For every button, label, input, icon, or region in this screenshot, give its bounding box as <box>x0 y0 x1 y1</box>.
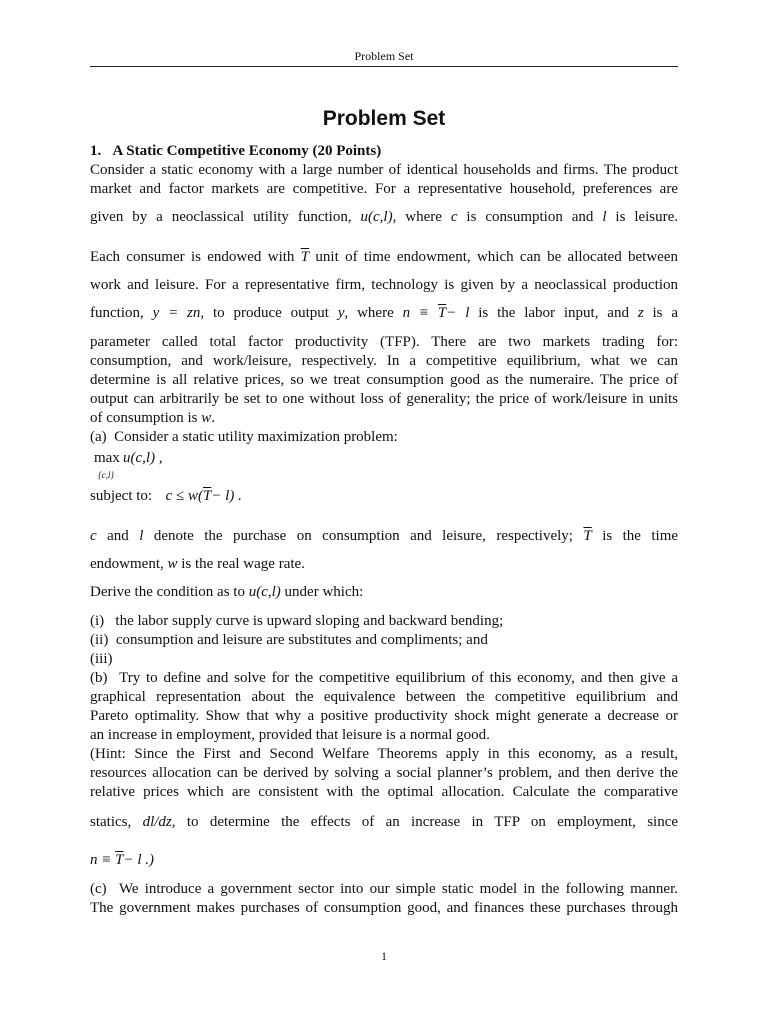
text: , to produce output <box>200 305 329 321</box>
utility-function-math: u(c,l) <box>360 209 393 225</box>
text: denote the purchase on consumption and leisure, respectively; <box>153 528 573 544</box>
list-item-iii: (iii) <box>90 651 113 667</box>
running-header: Problem Set <box>354 49 414 63</box>
endowment-line-1 <box>90 243 678 271</box>
param-line-1: parameter called total factor productivity (TFP). There are two markets trading for: <box>90 334 678 350</box>
endowment-wage-line <box>90 550 678 578</box>
part-c-line-1: (c) We introduce a government sector into our simple static model in the following manner. <box>90 881 678 897</box>
page-number: 1 <box>381 949 387 963</box>
c-symbol: c <box>450 209 458 225</box>
param-line-5 <box>90 409 678 428</box>
hint-line-1: (Hint: Since the First and Second Welfare Theorems apply in this economy, as a result, <box>90 746 678 762</box>
n-equiv: n ≡ <box>90 852 112 868</box>
text: is the time <box>602 528 679 544</box>
text: , where <box>392 209 442 225</box>
text: is leisure. <box>615 209 679 225</box>
part-b-line-3: Pareto optimality. Show that why a positive productivity shock might generate a decrease or <box>90 708 678 724</box>
since-line <box>90 846 678 874</box>
l-symbol: l <box>602 209 607 225</box>
text: is the labor input, and <box>478 305 629 321</box>
text: unit of time endowment, which can be allocated between <box>315 249 678 265</box>
param-line-3: determine is all relative prices, so we treat consumption good as the numeraire. The price of <box>90 372 678 388</box>
production-math: y = zn <box>152 305 201 321</box>
part-b-line-2: graphical representation about the equivalence between the competitive equilibrium and <box>90 689 678 705</box>
hint-line-2: resources allocation can be derived by solving a social planner’s problem, and then derive the <box>90 765 678 781</box>
w-symbol: w <box>201 410 212 426</box>
constraint-math: c ≤ w( <box>165 488 203 504</box>
text: , where <box>344 305 394 321</box>
intro-line-3 <box>90 203 678 231</box>
text: given by a neoclassical utility function, <box>90 209 352 225</box>
n-equiv: n ≡ <box>402 305 430 321</box>
text: endowment, <box>90 556 164 572</box>
text: of consumption is <box>90 410 198 426</box>
l-symbol: l <box>139 528 144 544</box>
problem-body <box>90 142 678 918</box>
statics-line <box>90 808 678 836</box>
part-b-line-1: (b) Try to define and solve for the competitive equilibrium of this economy, and then give a <box>90 670 678 686</box>
constraint-math-end: − l) . <box>211 488 242 504</box>
hint-line-3: relative prices which are consistent with the optimal allocation. Calculate the comparative <box>90 784 678 800</box>
maximization-problem <box>90 447 678 483</box>
param-line-4: output can arbitrarily be set to one without loss of generality; the price of work/leisure in units <box>90 391 678 407</box>
part-c-line-2: The government makes purchases of consumption good, and finances these purchases through <box>90 900 678 916</box>
intro-line-2: market and factor markets are competitive. For a representative household, preferences are <box>90 181 678 197</box>
T-bar-symbol: $\overline{T}$ <box>115 852 124 868</box>
part-a-prompt: (a) Consider a static utility maximization problem: <box>90 429 398 445</box>
text: . <box>211 410 216 426</box>
derivative-math: dl/dz <box>142 814 172 830</box>
max-operator: max <box>94 450 120 466</box>
list-item-ii: (ii) consumption and leisure are substitutes and compliments; and <box>90 632 488 648</box>
c-symbol: c <box>90 528 97 544</box>
param-line-2: consumption, and work/leisure, respectively. In a competitive equilibrium, what we can <box>90 353 678 369</box>
text: Each consumer is endowed with <box>90 249 295 265</box>
production-function-line <box>90 299 678 327</box>
header-rule <box>90 66 678 67</box>
utility-function-math: u(c,l) <box>248 584 281 600</box>
text: statics, <box>90 814 132 830</box>
w-symbol: w <box>167 556 178 572</box>
max-objective: u(c,l) , <box>123 450 163 466</box>
T-bar-symbol: $\overline{T}$ <box>202 488 212 504</box>
endowment-line-2: work and leisure. For a representative firm, technology is given by a neoclassical production <box>90 277 678 293</box>
text: , to determine the effects of an increase in TFP on employment, since <box>171 814 679 830</box>
text: is a <box>652 305 679 321</box>
minus-l: − l <box>446 305 470 321</box>
text: under which: <box>284 584 364 600</box>
text: Derive the condition as to <box>90 584 245 600</box>
z-symbol: z <box>637 305 644 321</box>
list-item-i: (i) the labor supply curve is upward sloping and backward bending; <box>90 613 504 629</box>
denote-line <box>90 522 678 550</box>
max-subscript: {c,l} <box>98 470 114 480</box>
y-symbol: y <box>337 305 345 321</box>
text: is consumption and <box>466 209 594 225</box>
page-title: Problem Set <box>322 107 446 130</box>
part-b-line-4: an increase in employment, provided that leisure is a normal good. <box>90 727 490 743</box>
text: function, <box>90 305 144 321</box>
intro-line-1: Consider a static economy with a large number of identical households and firms. The product <box>90 162 678 178</box>
section-heading: 1. A Static Competitive Economy (20 Points) <box>90 143 382 159</box>
text: is the real wage rate. <box>181 556 305 572</box>
derive-line <box>90 578 678 606</box>
text: subject to: <box>90 488 153 504</box>
T-bar-symbol: $\overline{T}$ <box>437 305 447 321</box>
T-bar-symbol: $\overline{T}$ <box>583 528 592 544</box>
since-rest: − l .) <box>123 852 155 868</box>
text: and <box>107 528 129 544</box>
T-bar-symbol: $\overline{T}$ <box>300 249 310 265</box>
constraint-line <box>90 487 678 506</box>
